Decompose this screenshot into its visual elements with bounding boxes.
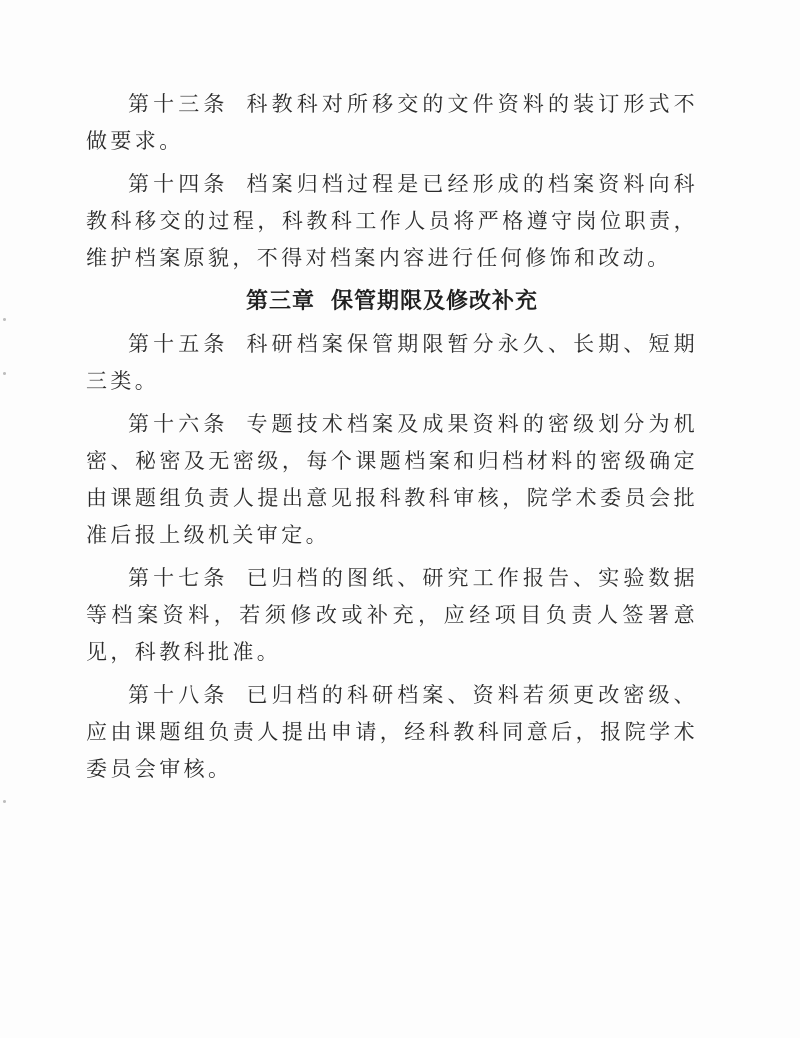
article-text: 已归档的科研档案、资料若须更改密级、应由课题组负责人提出申请，经科教科同意后，报院学术委员会审核。 (86, 683, 698, 781)
document-body (86, 86, 698, 794)
article-label: 第十五条 (128, 332, 229, 356)
chapter-title: 保管期限及修改补充 (331, 289, 539, 314)
article-13 (86, 86, 698, 160)
chapter-label: 第三章 (245, 289, 315, 314)
scan-speck (3, 318, 6, 321)
article-label: 第十三条 (128, 92, 229, 116)
article-label: 第十八条 (128, 683, 229, 707)
scan-speck (3, 372, 6, 375)
chapter-heading (86, 283, 698, 320)
article-text: 科教科对所移交的文件资料的装订形式不做要求。 (86, 92, 698, 153)
scan-speck (3, 800, 6, 803)
article-16 (86, 406, 698, 554)
article-label: 第十四条 (128, 172, 229, 196)
article-15 (86, 326, 698, 400)
article-text: 已归档的图纸、研究工作报告、实验数据等档案资料，若须修改或补充，应经项目负责人签署意见，科教科批准。 (86, 566, 698, 664)
article-18 (86, 677, 698, 788)
article-label: 第十七条 (128, 566, 229, 590)
article-text: 科研档案保管期限暂分永久、长期、短期三类。 (86, 332, 698, 393)
article-label: 第十六条 (128, 412, 229, 436)
article-17 (86, 560, 698, 671)
article-text: 专题技术档案及成果资料的密级划分为机密、秘密及无密级，每个课题档案和归档材料的密级确定由课题组负责人提出意见报科教科审核，院学术委员会批准后报上级机关审定。 (86, 412, 698, 547)
article-14 (86, 166, 698, 277)
article-text: 档案归档过程是已经形成的档案资料向科教科移交的过程，科教科工作人员将严格遵守岗位职责，维护档案原貌，不得对档案内容进行任何修饰和改动。 (86, 172, 698, 270)
